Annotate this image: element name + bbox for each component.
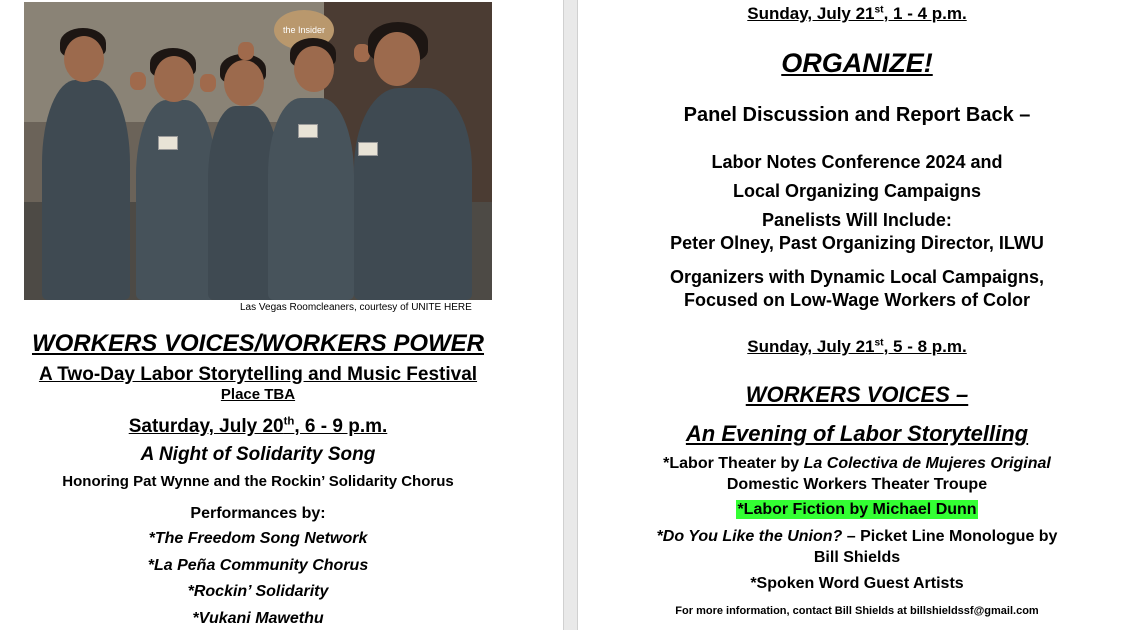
left-page (0, 0, 563, 630)
labor-theater-group: La Colectiva de Mujeres Original (803, 455, 1051, 472)
labor-theater-prefix: *Labor Theater by (663, 455, 804, 472)
saturday-date-ordinal: th (283, 415, 295, 428)
storytelling-heading: An Evening of Labor Storytelling (685, 421, 1029, 446)
performer-item: *The Freedom Song Network (148, 530, 368, 547)
photo-caption: Las Vegas Roomcleaners, courtesy of UNITE HERE (240, 302, 472, 313)
photo-cafe-sign: the Insider (274, 10, 334, 50)
labor-theater-line (578, 455, 1136, 473)
name-badge (158, 136, 178, 150)
organizers-line-2: Focused on Low-Wage Workers of Color (683, 290, 1031, 310)
workers-photo (24, 2, 492, 300)
workers-voices-heading: WORKERS VOICES – (745, 382, 969, 407)
panel-discussion-line: Panel Discussion and Report Back – (683, 104, 1031, 126)
spoken-word-line: *Spoken Word Guest Artists (750, 575, 964, 592)
page-gutter (563, 0, 578, 630)
worker-head (154, 56, 194, 102)
worker-figure (136, 100, 216, 300)
panelist-item: Peter Olney, Past Organizing Director, ILWU (670, 233, 1044, 253)
organize-heading: ORGANIZE! (781, 48, 933, 78)
labor-fiction-highlight: *Labor Fiction by Michael Dunn (737, 501, 977, 518)
name-badge (358, 142, 378, 156)
saturday-date-text: Saturday, July 20 (128, 416, 284, 437)
sunday-evening-date-time: , 5 - 8 p.m. (883, 337, 967, 356)
sunday-afternoon-date-ordinal: st (874, 4, 884, 16)
name-badge (298, 124, 318, 138)
sunday-afternoon-date-time: , 1 - 4 p.m. (883, 4, 967, 23)
labor-theater-line-2: Domestic Workers Theater Troupe (726, 476, 988, 493)
worker-head (374, 32, 420, 86)
saturday-event-title: A Night of Solidarity Song (140, 444, 376, 465)
union-monologue-title: *Do You Like the Union? (656, 528, 843, 545)
contact-line: For more information, contact Bill Shields at billshieldssf@gmail.com (675, 605, 1039, 617)
performances-heading: Performances by: (190, 505, 326, 522)
saturday-date-time: , 6 - 9 p.m. (294, 416, 388, 437)
sunday-afternoon-date-text: Sunday, July 21 (747, 4, 875, 23)
performer-item: *Vukani Mawethu (192, 610, 324, 627)
worker-figure (42, 80, 130, 300)
worker-head (294, 46, 334, 92)
organizers-line-1: Organizers with Dynamic Local Campaigns, (669, 267, 1045, 287)
right-page (578, 0, 1136, 630)
conference-line-2: Local Organizing Campaigns (732, 181, 982, 201)
raised-fist (200, 74, 216, 92)
sunday-evening-date (578, 337, 1136, 357)
saturday-date (0, 416, 516, 438)
conference-line-1: Labor Notes Conference 2024 and (711, 152, 1003, 172)
union-monologue-rest: – Picket Line Monologue by (842, 528, 1058, 545)
raised-fist (130, 72, 146, 90)
raised-fist (238, 42, 254, 60)
festival-subtitle: A Two-Day Labor Storytelling and Music Festival (38, 364, 478, 385)
union-monologue-line (578, 528, 1136, 546)
worker-figure (354, 88, 472, 300)
festival-title: WORKERS VOICES/WORKERS POWER (31, 330, 485, 357)
honoring-line: Honoring Pat Wynne and the Rockin’ Solidarity Chorus (62, 473, 454, 490)
festival-place: Place TBA (220, 386, 296, 403)
union-monologue-line-2: Bill Shields (813, 549, 901, 566)
sunday-evening-date-ordinal: st (874, 337, 884, 349)
worker-head (64, 36, 104, 82)
performer-item: *La Peña Community Chorus (147, 557, 369, 574)
panelists-heading: Panelists Will Include: (762, 210, 952, 230)
worker-head (224, 60, 264, 106)
sunday-afternoon-date (578, 4, 1136, 24)
performer-item: *Rockin’ Solidarity (187, 583, 329, 600)
sunday-evening-date-text: Sunday, July 21 (747, 337, 875, 356)
labor-fiction-line (578, 501, 1136, 519)
